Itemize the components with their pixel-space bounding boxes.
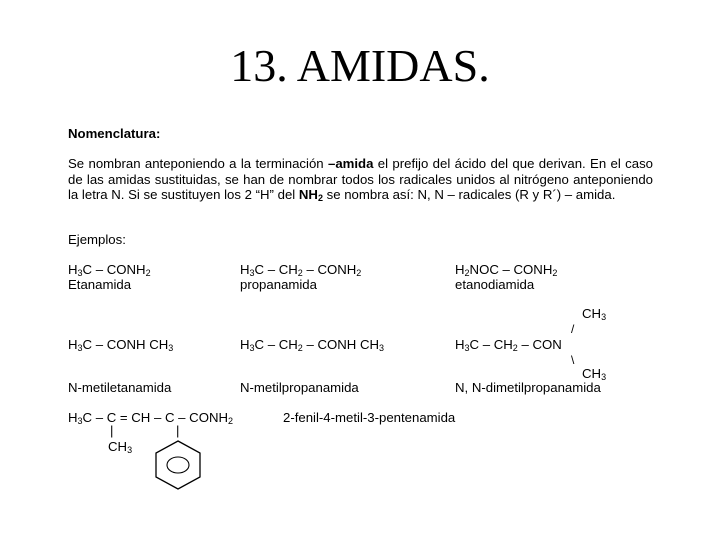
formula-ethanamide: $H_3C$ – $CONH_2$: [68, 262, 151, 278]
name-n-methylpropanamide: N-metilpropanamida: [240, 380, 359, 395]
dimethyl-bond-down: \: [571, 353, 575, 367]
dimethyl-top-ch3: $CH_3$: [582, 306, 607, 322]
paragraph-text-2: el prefijo del ácido del que derivan. En el caso de las amidas sustituidas, se han de nombrar todos los radicales unidos al nitrógeno anteponiendo la letra N. Si se sustituyen los 2 “H” del: [68, 156, 653, 202]
formula-n-methylethanamide: $H_3C$ – CONH $CH_3$: [68, 337, 174, 353]
formula-pentenamide: $H_3C$ – C = CH – C – $CONH_2$: [68, 410, 234, 426]
name-pentenamide: 2-fenil-4-metil-3-pentenamida: [283, 410, 456, 425]
dimethyl-bottom-ch3: $CH_3$: [582, 366, 607, 382]
dimethyl-bond-up: /: [571, 322, 575, 336]
name-propanamide: propanamida: [240, 277, 317, 292]
formula-n-methylpropanamide: $H_3C - CH_2$ – CONH $CH_3$: [240, 337, 385, 353]
nomenclature-heading: Nomenclatura:: [68, 126, 161, 141]
paragraph-text-3: se nombra así: N, N – radicales (R y R´) – amida.: [322, 187, 616, 202]
formula-ethanediamide: $H_2NOC$ – $CONH_2$: [455, 262, 558, 278]
examples-label: Ejemplos:: [68, 232, 126, 247]
name-ethanamide: Etanamida: [68, 277, 132, 292]
methyl-branch-ch3: $CH_3$: [108, 439, 133, 455]
paragraph-text-1: Se nombran anteponiendo a la terminación: [68, 156, 328, 171]
nh2-base: NH: [298, 187, 318, 202]
methyl-branch-bond: |: [110, 423, 114, 438]
nh2-sub: 2: [317, 193, 323, 203]
formula-propanamide: $H_3C - CH_2$ – $CONH_2$: [240, 262, 362, 278]
formula-n-n-dimethylpropanamide: $H_3C - CH_2$ – CON: [455, 337, 562, 353]
paragraph-bold-amida: –amida: [327, 156, 374, 171]
page-title: 13. AMIDAS.: [230, 40, 490, 91]
phenyl-bond: |: [176, 423, 180, 438]
name-n-methylethanamide: N-metiletanamida: [68, 380, 172, 395]
name-n-n-dimethylpropanamide: N, N-dimetilpropanamida: [455, 380, 601, 395]
name-ethanediamide: etanodiamida: [455, 277, 535, 292]
